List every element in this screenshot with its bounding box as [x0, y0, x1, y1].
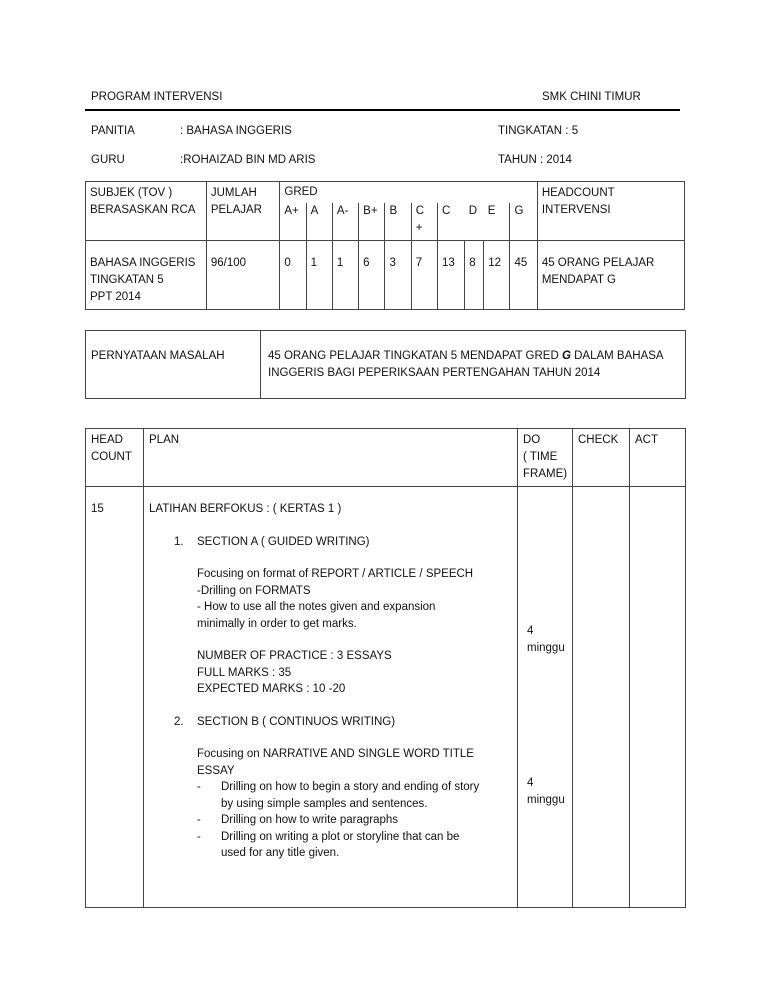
section-b-focus-line1: Focusing on NARRATIVE AND SINGLE WORD TITLE [197, 748, 474, 760]
plan-do-content [518, 487, 572, 907]
count-c-plus: 7 [411, 240, 437, 309]
count-a: 1 [306, 240, 332, 309]
subjek-line2: BERASASKAN RCA [90, 204, 196, 216]
guru-label: GURU [91, 154, 125, 166]
plan-title: LATIHAN BERFOKUS : ( KERTAS 1 ) [149, 503, 342, 515]
section-b-focus [197, 746, 512, 779]
col-do [518, 429, 573, 487]
section-a-line: - How to use all the notes given and expansion [197, 601, 436, 613]
bullet-line2: used for any title given. [221, 847, 340, 859]
plan-do-cell [518, 487, 573, 908]
grade-data-row [86, 240, 685, 309]
grade-label-d: D [465, 203, 484, 241]
dash-mark: - [197, 781, 201, 793]
problem-text-bold: G [561, 350, 571, 362]
section-a-line: Focusing on format of REPORT / ARTICLE / SPEECH [197, 568, 474, 580]
section-a-marks [197, 648, 512, 698]
section-a-title: SECTION A ( GUIDED WRITING) [197, 535, 370, 548]
col-do-line2: ( TIME [523, 451, 558, 463]
bullet-line1: Drilling on writing a plot or storyline that can be [221, 830, 460, 843]
section-b-title: SECTION B ( CONTINUOS WRITING) [197, 715, 396, 728]
count-b: 3 [385, 240, 411, 309]
plan-header-row [86, 429, 686, 487]
count-a-minus: 1 [332, 240, 358, 309]
row-subject-line2: TINGKATAN 5 [90, 273, 164, 286]
panitia-value: : BAHASA INGGERIS [180, 125, 292, 137]
bullet-line1: Drilling on how to begin a story and ending of story [221, 781, 480, 793]
problem-text-part2: DALAM BAHASA [570, 350, 664, 362]
problem-label: PERNYATAAN MASALAH [86, 331, 261, 399]
count-b-plus: 6 [359, 240, 385, 309]
col-do-line3: FRAME) [523, 468, 568, 480]
grade-label-g: G [510, 203, 537, 241]
grade-label-c-plus [411, 203, 437, 241]
grade-header-row [86, 182, 685, 203]
list-item [197, 812, 512, 829]
count-a-plus: 0 [280, 240, 306, 309]
header-right: SMK CHINI TIMUR [542, 91, 641, 103]
jumlah-line2: PELAJAR [210, 204, 262, 216]
bullet-line1: Drilling on how to write paragraphs [221, 814, 399, 826]
section-b-focus-line2: ESSAY [197, 764, 235, 777]
count-d: 8 [465, 240, 484, 309]
plan-headcount: 15 [86, 487, 144, 908]
problem-text-line1 [268, 348, 680, 365]
c-plus-top: C [415, 204, 425, 217]
tahun: TAHUN : 2014 [498, 154, 572, 166]
section-a-num: 1. [174, 535, 184, 548]
grade-label-a-minus: A- [332, 203, 358, 241]
col-act: ACT [630, 429, 686, 487]
c-plus-bottom: + [415, 221, 423, 234]
section-a-expected: EXPECTED MARKS : 10 -20 [197, 683, 346, 695]
bullet-line2: by using simple samples and sentences. [221, 797, 428, 810]
panitia-label: PANITIA [91, 125, 135, 137]
guru-value: :ROHAIZAD BIN MD ARIS [180, 154, 316, 166]
problem-row [86, 331, 686, 399]
row-headcount [537, 240, 684, 309]
plan-act-cell [630, 487, 686, 908]
section-a-lines [197, 566, 512, 632]
grade-label-c: C [437, 203, 464, 241]
col-do-line1: DO [523, 434, 541, 446]
plan-body-row [86, 487, 686, 908]
grade-table [85, 181, 685, 310]
gred-header: GRED [280, 182, 537, 203]
problem-text-line2: INGGERIS BAGI PEPERIKSAAN PERTENGAHAN TAHUN 2014 [268, 367, 601, 379]
col-check: CHECK [573, 429, 630, 487]
row-headcount-line2: MENDAPAT G [541, 273, 616, 286]
row-jumlah: 96/100 [206, 240, 280, 309]
dash-mark: - [197, 830, 201, 843]
section-b-do-line1: 4 [527, 777, 534, 789]
grade-label-a-plus: A+ [280, 203, 306, 241]
section-a-line: minimally in order to get marks. [197, 617, 357, 630]
headcount-line1: HEADCOUNT [541, 187, 615, 199]
grade-label-e: E [484, 203, 510, 241]
headcount-header [537, 182, 684, 241]
section-b-bullets [197, 779, 512, 862]
count-e: 12 [484, 240, 510, 309]
headcount-line2: INTERVENSI [541, 204, 611, 216]
section-a-do-line1: 4 [527, 625, 534, 637]
section-a-full-marks: FULL MARKS : 35 [197, 666, 292, 679]
dash-mark: - [197, 814, 201, 826]
plan-table [85, 428, 686, 908]
plan-content [144, 487, 518, 908]
row-subject [86, 240, 207, 309]
count-g: 45 [510, 240, 537, 309]
section-b [149, 714, 512, 862]
section-a-practice: NUMBER OF PRACTICE : 3 ESSAYS [197, 650, 392, 662]
section-b-num: 2. [174, 715, 184, 728]
header-rule [85, 109, 680, 111]
header-left: PROGRAM INTERVENSI [91, 91, 223, 103]
grade-label-a: A [306, 203, 332, 241]
col-head-line1: HEAD [91, 434, 123, 446]
section-a-do [527, 623, 565, 657]
subjek-line1: SUBJEK (TOV ) [90, 187, 173, 199]
col-head-line2: COUNT [91, 451, 132, 463]
plan-check-cell [573, 487, 630, 908]
section-b-do [527, 775, 565, 809]
grade-label-b-plus: B+ [359, 203, 385, 241]
jumlah-line1: JUMLAH [210, 187, 257, 199]
row-subject-line3: PPT 2014 [90, 290, 141, 303]
row-subject-line1: BAHASA INGGERIS [90, 256, 196, 269]
section-a-do-line2: minggu [527, 642, 565, 654]
section-b-do-line2: minggu [527, 794, 565, 806]
problem-text [261, 331, 686, 399]
col-headcount [86, 429, 144, 487]
list-item [197, 829, 512, 862]
grade-label-b: B [385, 203, 411, 241]
section-a [149, 534, 512, 698]
subjek-header [86, 182, 207, 241]
section-a-line: -Drilling on FORMATS [197, 584, 311, 597]
row-headcount-line1: 45 ORANG PELAJAR [541, 256, 655, 269]
problem-text-part1: 45 ORANG PELAJAR TINGKATAN 5 MENDAPAT GRED [268, 350, 562, 362]
jumlah-header [206, 182, 280, 241]
count-c: 13 [437, 240, 464, 309]
list-item [197, 779, 512, 812]
col-plan: PLAN [144, 429, 518, 487]
problem-table [85, 330, 686, 399]
tingkatan: TINGKATAN : 5 [498, 125, 579, 137]
